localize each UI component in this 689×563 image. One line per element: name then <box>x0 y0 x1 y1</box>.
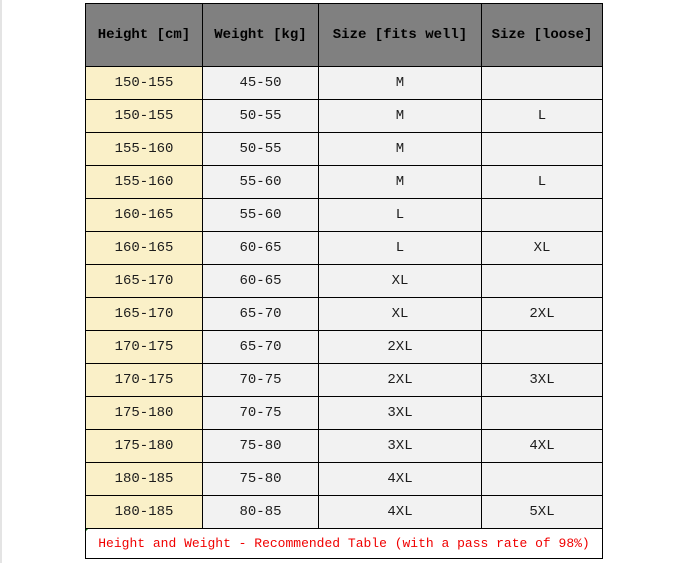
cell-size-fit: 4XL <box>319 463 482 496</box>
table-row <box>86 199 603 232</box>
cell-height: 180-185 <box>86 496 203 529</box>
column-header-weight: Weight [kg] <box>203 4 319 67</box>
cell-size-fit: 2XL <box>319 331 482 364</box>
cell-weight: 65-70 <box>203 298 319 331</box>
cell-size-loose <box>482 199 603 232</box>
cell-size-loose: 5XL <box>482 496 603 529</box>
table-row <box>86 496 603 529</box>
cell-height: 170-175 <box>86 364 203 397</box>
table-row <box>86 232 603 265</box>
table-row <box>86 133 603 166</box>
cell-size-loose <box>482 133 603 166</box>
table-row <box>86 463 603 496</box>
cell-size-fit: 3XL <box>319 430 482 463</box>
column-header-size-fit: Size [fits well] <box>319 4 482 67</box>
cell-size-loose: 4XL <box>482 430 603 463</box>
cell-height: 170-175 <box>86 331 203 364</box>
cell-size-fit: 2XL <box>319 364 482 397</box>
cell-height: 165-170 <box>86 265 203 298</box>
column-header-height: Height [cm] <box>86 4 203 67</box>
comment-marker-icon <box>86 529 91 535</box>
cell-height: 175-180 <box>86 430 203 463</box>
cell-size-fit: M <box>319 100 482 133</box>
cell-size-loose: 3XL <box>482 364 603 397</box>
cell-size-fit: 4XL <box>319 496 482 529</box>
cell-size-fit: M <box>319 133 482 166</box>
cell-size-fit: 3XL <box>319 397 482 430</box>
cell-height: 160-165 <box>86 232 203 265</box>
cell-height: 175-180 <box>86 397 203 430</box>
cell-weight: 55-60 <box>203 166 319 199</box>
cell-size-loose: XL <box>482 232 603 265</box>
cell-weight: 60-65 <box>203 265 319 298</box>
cell-weight: 75-80 <box>203 463 319 496</box>
cell-size-loose <box>482 397 603 430</box>
cell-weight: 70-75 <box>203 364 319 397</box>
table-body <box>86 67 603 529</box>
size-recommendation-table <box>85 3 603 559</box>
cell-height: 160-165 <box>86 199 203 232</box>
table-caption-cell <box>86 529 603 559</box>
cell-weight: 50-55 <box>203 133 319 166</box>
cell-height: 165-170 <box>86 298 203 331</box>
caption-row <box>86 529 603 559</box>
cell-weight: 75-80 <box>203 430 319 463</box>
header-row <box>86 4 603 67</box>
table-caption: Height and Weight - Recommended Table (with a pass rate of 98%) <box>98 536 590 551</box>
column-header-size-loose: Size [loose] <box>482 4 603 67</box>
table-row <box>86 430 603 463</box>
table-row <box>86 67 603 100</box>
table-row <box>86 364 603 397</box>
table-row <box>86 166 603 199</box>
cell-size-loose: 2XL <box>482 298 603 331</box>
cell-size-loose <box>482 463 603 496</box>
left-edge-line <box>0 0 2 563</box>
cell-height: 150-155 <box>86 67 203 100</box>
table-row <box>86 331 603 364</box>
cell-weight: 80-85 <box>203 496 319 529</box>
cell-height: 155-160 <box>86 133 203 166</box>
cell-size-fit: L <box>319 199 482 232</box>
cell-size-fit: M <box>319 67 482 100</box>
cell-height: 150-155 <box>86 100 203 133</box>
cell-size-fit: XL <box>319 265 482 298</box>
cell-height: 180-185 <box>86 463 203 496</box>
cell-size-loose <box>482 67 603 100</box>
cell-size-loose: L <box>482 100 603 133</box>
cell-size-fit: L <box>319 232 482 265</box>
cell-size-fit: M <box>319 166 482 199</box>
table-row <box>86 100 603 133</box>
table-row <box>86 298 603 331</box>
cell-weight: 70-75 <box>203 397 319 430</box>
cell-weight: 50-55 <box>203 100 319 133</box>
table-row <box>86 397 603 430</box>
cell-height: 155-160 <box>86 166 203 199</box>
cell-size-loose: L <box>482 166 603 199</box>
cell-size-fit: XL <box>319 298 482 331</box>
table-row <box>86 265 603 298</box>
cell-size-loose <box>482 265 603 298</box>
cell-weight: 45-50 <box>203 67 319 100</box>
cell-weight: 60-65 <box>203 232 319 265</box>
cell-weight: 65-70 <box>203 331 319 364</box>
cell-weight: 55-60 <box>203 199 319 232</box>
cell-size-loose <box>482 331 603 364</box>
